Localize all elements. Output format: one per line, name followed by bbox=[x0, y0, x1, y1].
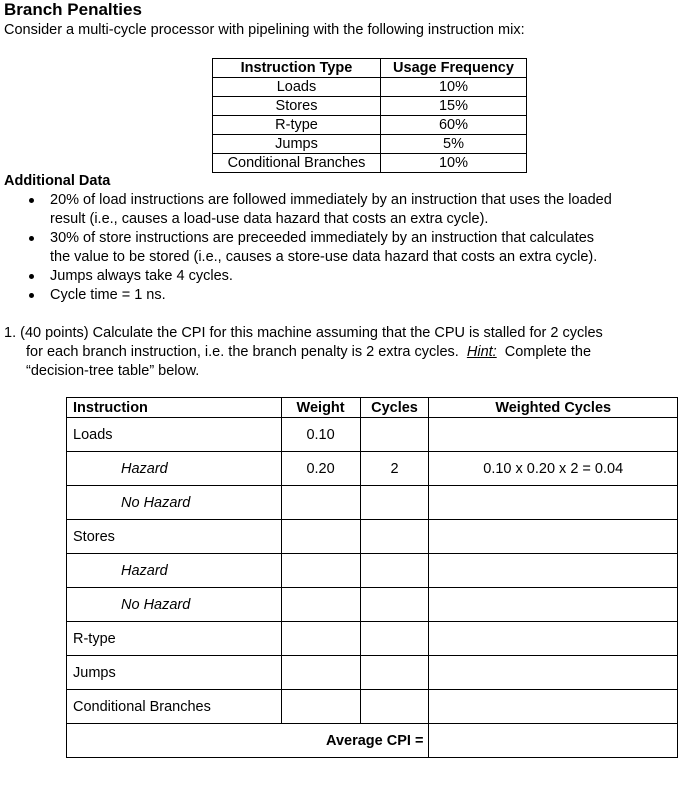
additional-data-list bbox=[28, 191, 674, 305]
weighted-cycles-cell bbox=[429, 690, 678, 724]
table-row bbox=[67, 452, 678, 486]
cycles-cell bbox=[360, 486, 429, 520]
weight-cell bbox=[281, 656, 360, 690]
table-row bbox=[67, 520, 678, 554]
question-fragment: Complete the bbox=[496, 344, 592, 360]
instruction-cell: Conditional Branches bbox=[67, 690, 282, 724]
weighted-cycles-cell bbox=[429, 656, 678, 690]
list-item bbox=[28, 267, 674, 286]
cycles-cell bbox=[360, 418, 429, 452]
weight-cell: 0.10 bbox=[281, 418, 360, 452]
usage-frequency-cell: 60% bbox=[381, 116, 527, 135]
instruction-type-cell: Jumps bbox=[213, 135, 381, 154]
weight-cell bbox=[281, 622, 360, 656]
cycles-cell bbox=[360, 622, 429, 656]
bullet-line: the value to be stored (i.e., causes a store-use data hazard that costs an extra cycle). bbox=[50, 249, 598, 265]
table-row bbox=[213, 154, 527, 173]
instruction-type-cell: R-type bbox=[213, 116, 381, 135]
intro-text: Consider a multi-cycle processor with pipelining with the following instruction mix: bbox=[4, 22, 525, 38]
table-row bbox=[67, 554, 678, 588]
table-row bbox=[67, 588, 678, 622]
cycles-cell bbox=[360, 520, 429, 554]
weighted-cycles-cell bbox=[429, 418, 678, 452]
table-row bbox=[213, 135, 527, 154]
instruction-cell: No Hazard bbox=[67, 486, 282, 520]
bullet-line: result (i.e., causes a load-use data hazard that costs an extra cycle). bbox=[50, 211, 489, 227]
question-line: “decision-tree table” below. bbox=[26, 363, 200, 379]
table-row bbox=[67, 656, 678, 690]
question-line bbox=[4, 343, 666, 362]
table-row bbox=[67, 418, 678, 452]
cycles-cell bbox=[360, 690, 429, 724]
table-row bbox=[67, 486, 678, 520]
instruction-cell: R-type bbox=[67, 622, 282, 656]
table-row bbox=[213, 116, 527, 135]
average-cpi-row bbox=[67, 724, 678, 758]
bullet-line: 20% of load instructions are followed immediately by an instruction that uses the loaded bbox=[50, 192, 612, 208]
column-header: Weight bbox=[281, 398, 360, 418]
weight-cell bbox=[281, 588, 360, 622]
question-line: 1. (40 points) Calculate the CPI for this machine assuming that the CPU is stalled for 2 cycles bbox=[4, 325, 603, 341]
column-header: Instruction Type bbox=[213, 59, 381, 78]
usage-frequency-cell: 15% bbox=[381, 97, 527, 116]
weighted-cycles-cell bbox=[429, 588, 678, 622]
instruction-cell: Hazard bbox=[67, 554, 282, 588]
weighted-cycles-cell bbox=[429, 622, 678, 656]
average-cpi-value[interactable] bbox=[429, 724, 678, 758]
additional-data-heading: Additional Data bbox=[4, 173, 111, 189]
column-header: Usage Frequency bbox=[381, 59, 527, 78]
instruction-type-cell: Loads bbox=[213, 78, 381, 97]
cycles-cell bbox=[360, 554, 429, 588]
bullet-line: Jumps always take 4 cycles. bbox=[50, 268, 233, 284]
table-row bbox=[67, 690, 678, 724]
table-row bbox=[213, 78, 527, 97]
weight-cell bbox=[281, 554, 360, 588]
weighted-cycles-cell bbox=[429, 520, 678, 554]
weight-cell: 0.20 bbox=[281, 452, 360, 486]
cycles-cell bbox=[360, 656, 429, 690]
question-text bbox=[4, 324, 666, 381]
table-header-row bbox=[67, 398, 678, 418]
instruction-cell: Stores bbox=[67, 520, 282, 554]
instruction-mix-table bbox=[212, 58, 527, 173]
cycles-cell bbox=[360, 588, 429, 622]
weight-cell bbox=[281, 520, 360, 554]
weight-cell bbox=[281, 690, 360, 724]
table-row bbox=[213, 97, 527, 116]
column-header: Weighted Cycles bbox=[429, 398, 678, 418]
weighted-cycles-cell bbox=[429, 486, 678, 520]
instruction-cell: Hazard bbox=[67, 452, 282, 486]
bullet-line: 30% of store instructions are preceeded immediately by an instruction that calculates bbox=[50, 230, 595, 246]
table-header-row bbox=[213, 59, 527, 78]
instruction-cell: No Hazard bbox=[67, 588, 282, 622]
weight-cell bbox=[281, 486, 360, 520]
question-fragment: for each branch instruction, i.e. the branch penalty is 2 extra cycles. bbox=[26, 344, 467, 360]
instruction-cell: Jumps bbox=[67, 656, 282, 690]
cycles-cell: 2 bbox=[360, 452, 429, 486]
list-item bbox=[28, 229, 674, 267]
list-item bbox=[28, 191, 674, 229]
average-cpi-label: Average CPI = bbox=[67, 724, 429, 758]
instruction-cell: Loads bbox=[67, 418, 282, 452]
weighted-cycles-cell: 0.10 x 0.20 x 2 = 0.04 bbox=[429, 452, 678, 486]
list-item bbox=[28, 286, 674, 305]
instruction-type-cell: Conditional Branches bbox=[213, 154, 381, 173]
usage-frequency-cell: 10% bbox=[381, 78, 527, 97]
instruction-type-cell: Stores bbox=[213, 97, 381, 116]
column-header: Instruction bbox=[67, 398, 282, 418]
usage-frequency-cell: 10% bbox=[381, 154, 527, 173]
page-title: Branch Penalties bbox=[4, 0, 142, 19]
table-row bbox=[67, 622, 678, 656]
column-header: Cycles bbox=[360, 398, 429, 418]
weighted-cycles-cell bbox=[429, 554, 678, 588]
decision-tree-table bbox=[66, 397, 678, 758]
hint-label: Hint: bbox=[466, 344, 497, 360]
bullet-line: Cycle time = 1 ns. bbox=[50, 287, 166, 303]
usage-frequency-cell: 5% bbox=[381, 135, 527, 154]
